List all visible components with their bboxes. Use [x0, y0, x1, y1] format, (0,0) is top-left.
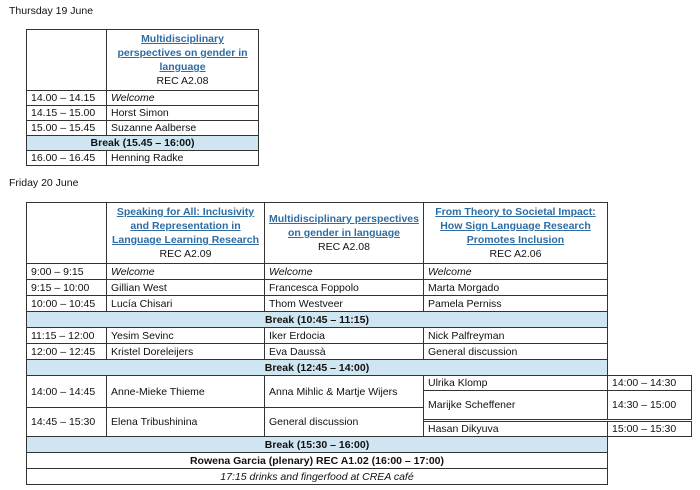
blank-cell [608, 280, 692, 296]
item-cell: Elena Tribushinina [107, 408, 265, 437]
break-row [27, 360, 692, 376]
item-cell: Hasan Dikyuva [424, 422, 608, 437]
table-row [27, 151, 259, 166]
time-cell: 14:45 – 15:30 [27, 408, 107, 437]
item-cell: Lucía Chisari [107, 296, 265, 312]
session-title-link[interactable]: Multidisciplinary perspectives on gender in language [269, 213, 419, 239]
item-cell: Nick Palfreyman [424, 328, 608, 344]
item-cell: Welcome [107, 91, 259, 106]
item-cell: Pamela Perniss [424, 296, 608, 312]
table-row [27, 106, 259, 121]
time-cell: 15:00 – 15:30 [608, 422, 692, 437]
item-cell: Horst Simon [107, 106, 259, 121]
item-cell: Welcome [107, 264, 265, 280]
time-cell: 9:15 – 10:00 [27, 280, 107, 296]
blank-cell [608, 296, 692, 312]
item-cell: Anna Mihlic & Martje Wijers [265, 376, 424, 408]
blank-cell [608, 469, 692, 485]
friday-schedule-table [26, 202, 692, 485]
time-cell: 12:00 – 12:45 [27, 344, 107, 360]
time-cell: 10:00 – 10:45 [27, 296, 107, 312]
item-cell: Suzanne Aalberse [107, 121, 259, 136]
time-cell: 14:00 – 14:45 [27, 376, 107, 408]
friday-heading: Friday 20 June [9, 177, 79, 189]
break-label: Break (15.45 – 16:00) [27, 136, 259, 151]
time-cell: 14.00 – 14.15 [27, 91, 107, 106]
item-cell: Francesca Foppolo [265, 280, 424, 296]
time-cell: 9:00 – 9:15 [27, 264, 107, 280]
item-cell: Thom Westveer [265, 296, 424, 312]
item-cell: General discussion [265, 408, 424, 437]
item-cell: Iker Erdocia [265, 328, 424, 344]
session-header [265, 203, 424, 264]
plenary-label: Rowena Garcia (plenary) REC A1.02 (16:00 – 17:00) [27, 453, 608, 469]
session-title-link[interactable]: From Theory to Societal Impact: How Sign Language Research Promotes Inclusion [435, 206, 596, 246]
session-header [107, 30, 259, 91]
item-cell: Henning Radke [107, 151, 259, 166]
table-row [27, 91, 259, 106]
break-row [27, 437, 692, 453]
time-cell: 14:30 – 15:00 [608, 391, 692, 420]
item-cell: Gillian West [107, 280, 265, 296]
time-cell: 11:15 – 12:00 [27, 328, 107, 344]
blank-cell [608, 328, 692, 344]
break-row [27, 136, 259, 151]
session-room: REC A2.06 [489, 248, 542, 260]
empty-header-cell [27, 30, 107, 91]
drinks-label: 17:15 drinks and fingerfood at CREA café [27, 469, 608, 485]
item-cell: Welcome [265, 264, 424, 280]
time-cell: 16.00 – 16.45 [27, 151, 107, 166]
table-row [27, 280, 692, 296]
item-cell: General discussion [424, 344, 608, 360]
table-row [27, 296, 692, 312]
blank-cell [608, 312, 692, 328]
empty-header-cell [27, 203, 107, 264]
item-cell: Kristel Doreleijers [107, 344, 265, 360]
thursday-heading: Thursday 19 June [9, 5, 94, 17]
blank-cell [608, 360, 692, 376]
break-label: Break (10:45 – 11:15) [27, 312, 608, 328]
thursday-schedule-table [26, 29, 259, 166]
break-row [27, 312, 692, 328]
item-cell: Marta Morgado [424, 280, 608, 296]
item-cell: Anne-Mieke Thieme [107, 376, 265, 408]
table-row [27, 328, 692, 344]
table-row [27, 121, 259, 136]
item-cell: Eva Daussà [265, 344, 424, 360]
session-room: REC A2.09 [159, 248, 212, 260]
drinks-row [27, 469, 692, 485]
table-row [27, 344, 692, 360]
session-title-link[interactable]: Multidisciplinary perspectives on gender in language [117, 33, 248, 73]
table-row [27, 376, 692, 391]
break-label: Break (12:45 – 14:00) [27, 360, 608, 376]
session-header [107, 203, 265, 264]
time-cell: 15.00 – 15.45 [27, 121, 107, 136]
blank-cell [608, 203, 692, 264]
break-label: Break (15:30 – 16:00) [27, 437, 608, 453]
plenary-row [27, 453, 692, 469]
item-cell: Ulrika Klomp [424, 376, 608, 391]
blank-cell [608, 437, 692, 453]
blank-cell [608, 453, 692, 469]
session-header [424, 203, 608, 264]
session-title-link[interactable]: Speaking for All: Inclusivity and Representation in Language Learning Research [111, 206, 260, 246]
item-cell: Yesim Sevinc [107, 328, 265, 344]
session-room: REC A2.08 [156, 75, 209, 87]
time-cell: 14:00 – 14:30 [608, 376, 692, 391]
item-cell: Welcome [424, 264, 608, 280]
blank-cell [608, 264, 692, 280]
time-cell: 14.15 – 15.00 [27, 106, 107, 121]
item-cell: Marijke Scheffener [424, 391, 608, 420]
session-room: REC A2.08 [318, 241, 370, 253]
blank-cell [608, 344, 692, 360]
table-row [27, 264, 692, 280]
